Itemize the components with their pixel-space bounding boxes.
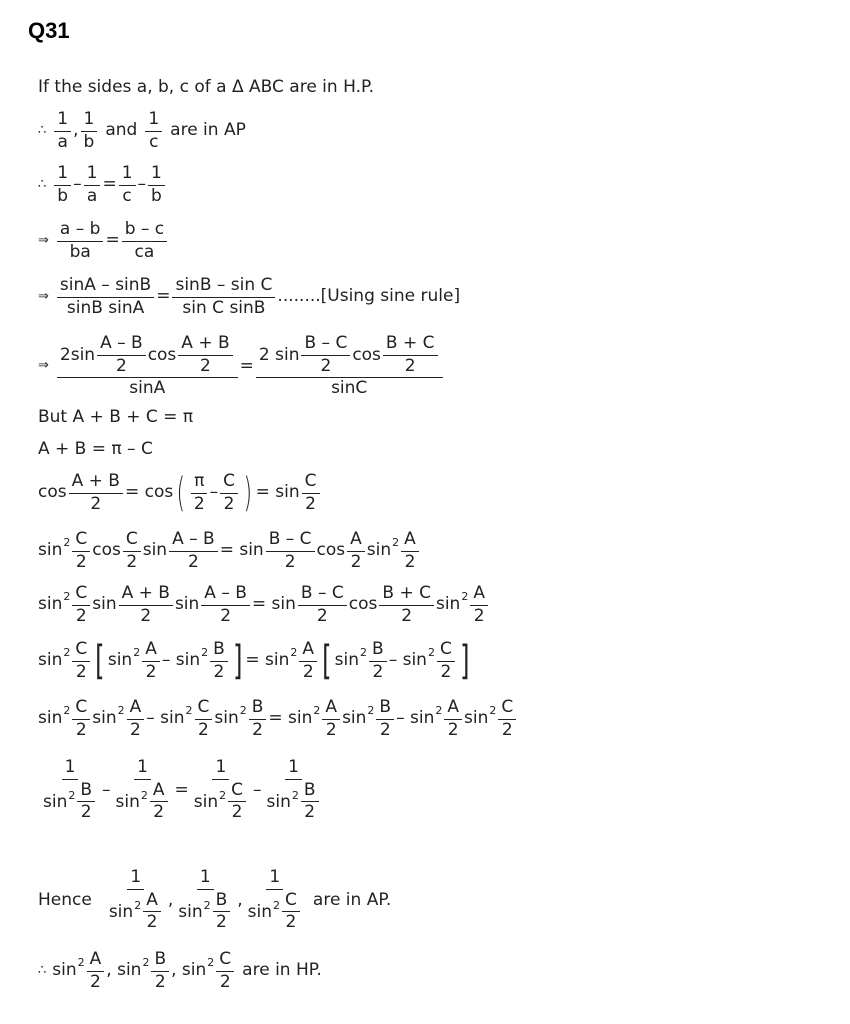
therefore-symbol: ∴ xyxy=(38,962,47,978)
implies-symbol: ⇒ xyxy=(38,357,49,373)
step-substitute-2: sin 2 $\frac{C}{2}$ sin $\frac{A + B}{2}$ sin $\frac{A - B}{2}$ = sin $\frac{B - C}{2}$ cos $\frac{B + C}{2}$ sin 2 $\frac{A}{2}$ xyxy=(38,584,490,626)
step-expanded: sin 2 $\frac{C}{2}$ sin 2 $\frac{A}{2}$ – sin 2 $\frac{C}{2}$ sin 2 $\frac{B}{2}$ = sin 2 $\frac{A}{2}$ sin 2 $\frac{B}{2}$ – sin 2 $\frac{A}{2}$ sin 2 $\frac{C}{2}$ xyxy=(38,698,518,740)
step-sine-rule: ⇒ $\frac{\sin A - \sin B}{\text{sinB sinA}}$ = $\frac{\text{sinB – sin C}}{\text{sin C sinB}}$ ........[Using sine rule] xyxy=(38,275,461,318)
therefore-symbol: ∴ xyxy=(38,176,47,192)
angle-sum-text: But A + B + C = π xyxy=(38,407,194,427)
question-number: Q31 xyxy=(28,18,70,43)
step-cos-identity: cos $\frac{A + B}{2}$ = cos ( $\frac{\pi}{2}$ – $\frac{C}{2}$ ) = sin $\frac{C}{2}$ xyxy=(38,472,322,514)
intro-line xyxy=(38,78,374,98)
and-word: and xyxy=(105,120,138,141)
implies-symbol: ⇒ xyxy=(38,288,49,304)
therefore-symbol: ∴ xyxy=(38,122,47,138)
ab-line xyxy=(38,440,153,460)
step-reciprocals-ap: ∴ $\frac{1}{a}$ , $\frac{1}{b}$ and $\frac{1}{c}$ are in AP xyxy=(38,109,246,152)
conclusion-ap: Hence 1 $\sin^2$ $\frac{A}{2}$ , 1 $\sin^2$ $\frac{B}{2}$ , 1 $\sin^2$ $\frac{C}{2}$ are in AP. xyxy=(38,867,392,933)
step-substitute-1: sin 2 $\frac{C}{2}$ cos $\frac{C}{2}$ sin $\frac{A - B}{2}$ = sin $\frac{B - C}{2}$ cos $\frac{A}{2}$ sin 2 $\frac{A}{2}$ xyxy=(38,530,421,572)
step-sum-to-product: ⇒ 2sin $\frac{A - B}{2}$ cos $\frac{A + B}{2}$ sinA = 2 sin $\frac{B - C}{2}$ cos $\frac{B + C}{2}$ sinC xyxy=(38,334,445,399)
fraction: $\frac{1}{c}$ xyxy=(145,110,162,152)
sine-rule-note: ........[Using sine rule] xyxy=(277,286,461,307)
a-plus-b-text: A + B = π – C xyxy=(38,439,153,459)
hence-word: Hence xyxy=(38,889,92,910)
are-in-hp-text: are in HP. xyxy=(242,960,322,981)
conclusion-hp: ∴ sin 2 $\frac{A}{2}$ , sin 2 $\frac{B}{2}$ , sin 2 $\frac{C}{2}$ are in HP. xyxy=(38,949,322,992)
step-simplified: ⇒ $\frac{a - b}{ba}$ = $\frac{b - c}{ca}$ xyxy=(38,220,169,262)
step-difference: ∴ $\frac{1}{b}$ – $\frac{1}{a}$ = $\frac{1}{c}$ – $\frac{1}{b}$ xyxy=(38,164,167,206)
are-in-ap-text: are in AP xyxy=(170,120,246,141)
fraction: $\frac{1}{a}$ xyxy=(54,110,71,152)
implies-symbol: ⇒ xyxy=(38,232,49,248)
step-bracketed: sin 2 $\frac{C}{2}$ [ sin 2 $\frac{A}{2}$ – sin 2 $\frac{B}{2}$ ] = sin 2 $\frac{A}{2}$ [ sin 2 $\frac{B}{2}$ – sin 2 $\frac{C}{2}$ ] xyxy=(38,638,470,685)
but-line xyxy=(38,408,193,428)
are-in-ap-final-text: are in AP. xyxy=(312,889,392,910)
intro-text: If the sides a, b, c of a Δ ABC are in H.P. xyxy=(38,77,374,97)
step-reciprocal-form: 1 $\sin^2$ $\frac{B}{2}$ – 1 $\sin^2$ $\frac{A}{2}$ = 1 $\sin^2$ $\frac{C}{2}$ – 1 $\sin^2$ $\frac{B}{2}$ xyxy=(38,758,326,823)
fraction: $\frac{1}{b}$ xyxy=(81,110,98,152)
